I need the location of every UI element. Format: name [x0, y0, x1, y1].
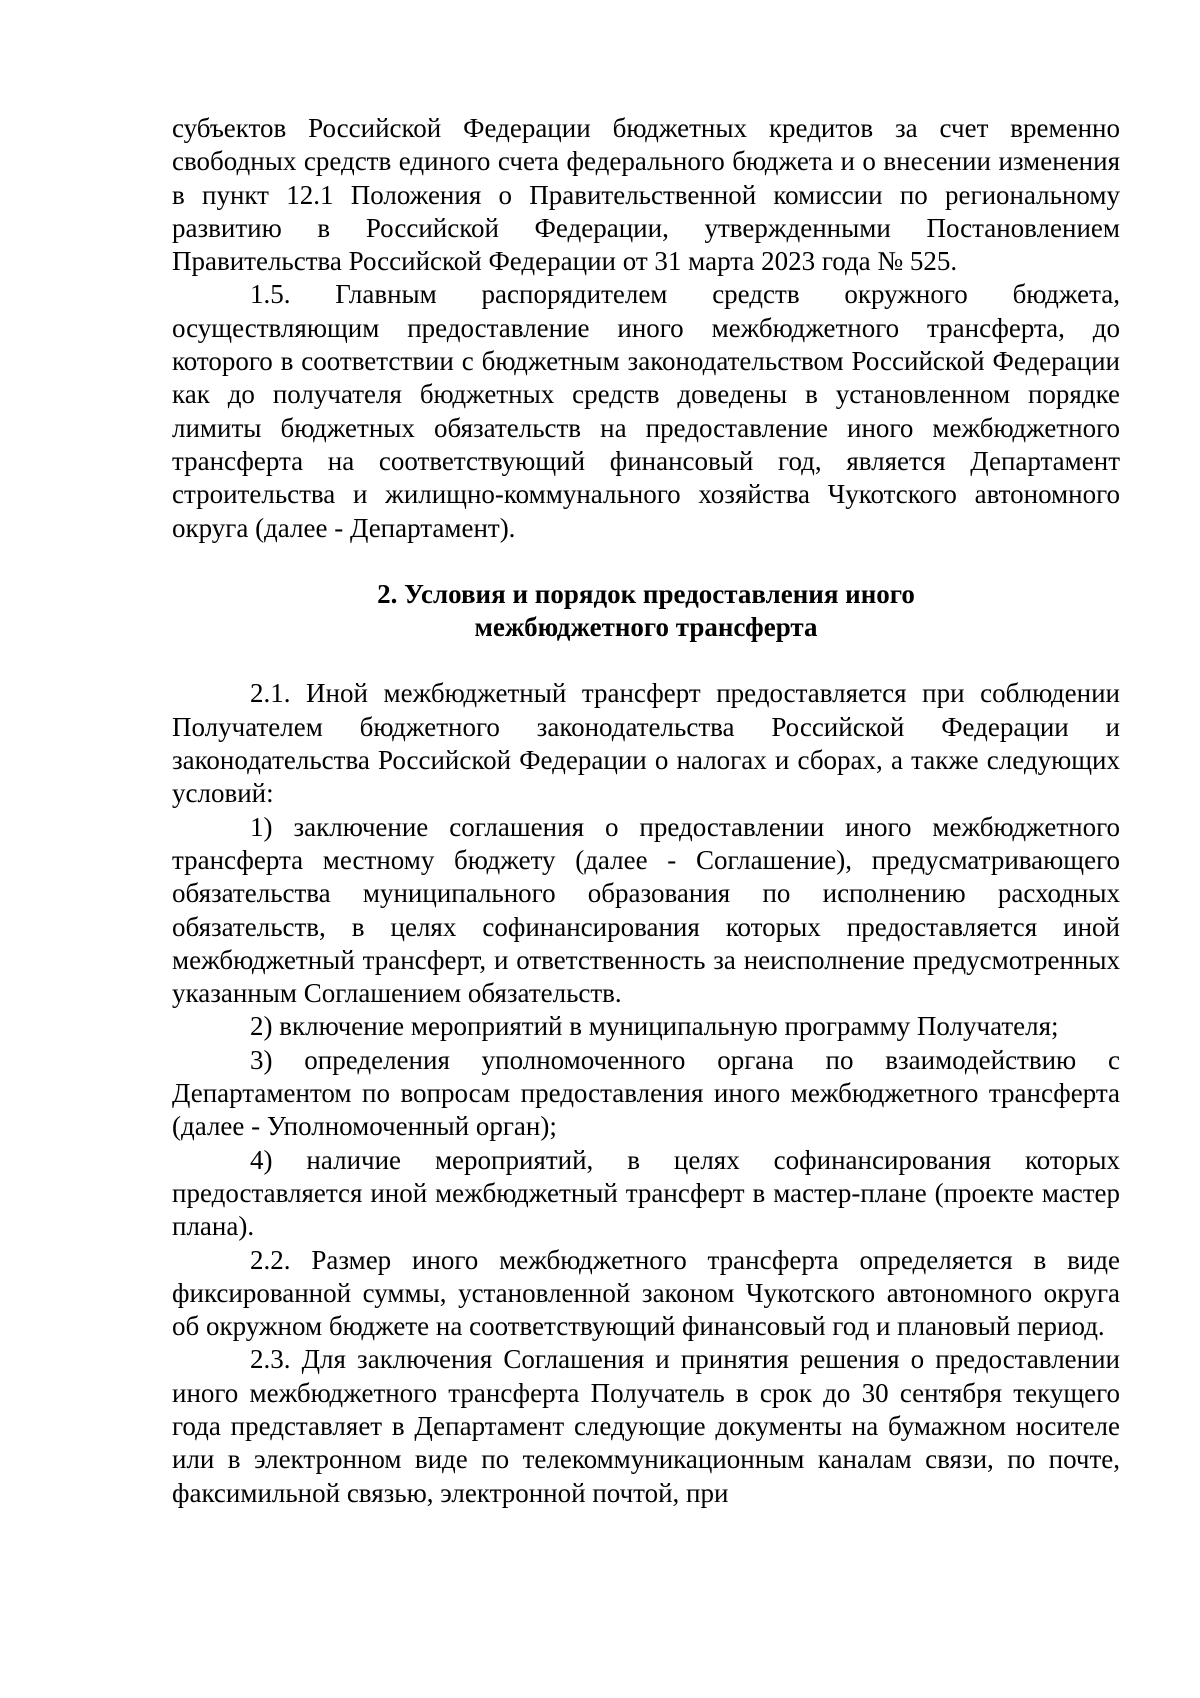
document-page [172, 112, 1120, 1510]
section-2-heading-line1: 2. Условия и порядок предоставления иного [377, 578, 915, 609]
list-item-3: 3) определения уполномоченного органа по взаимодействию с Департаментом по вопросам предоставления иного межбюджетного трансферта (далее - Уполномоченный орган); [172, 1044, 1120, 1142]
paragraph-1-5: 1.5. Главным распорядителем средств окружного бюджета, осуществляющим предоставление иного межбюджетного трансферта, до которого в соответствии с бюджетным законодательством Российской Федерации как до получателя бюджетных средств доведены в установленном порядке лимиты бюджетных обязательств на предоставление иного межбюджетного трансферта на соответствующий финансовый год, является Департамент строительства и жилищно-коммунального хозяйства Чукотского автономного округа (далее - Департамент). [172, 279, 1120, 543]
paragraph-2-1: 2.1. Иной межбюджетный трансферт предоставляется при соблюдении Получателем бюджетного законодательства Российской Федерации и законодательства Российской Федерации о налогах и сборах, а также следующих условий: [172, 678, 1120, 809]
section-2-heading [172, 578, 1120, 645]
list-item-4: 4) наличие мероприятий, в целях софинансирования которых предоставляется иной межбюджетный трансферт в мастер-плане (проекте мастер плана). [172, 1144, 1120, 1242]
paragraph-2-3: 2.3. Для заключения Соглашения и принятия решения о предоставлении иного межбюджетного трансферта Получатель в срок до 30 сентября текущего года представляет в Департамент следующие документы на бумажном носителе или в электронном виде по телекоммуникационным каналам связи, по почте, факсимильной связью, электронной почтой, при [172, 1344, 1120, 1508]
paragraph-2-2: 2.2. Размер иного межбюджетного трансферта определяется в виде фиксированной суммы, установленной законом Чукотского автономного округа об окружном бюджете на соответствующий финансовый год и плановый период. [172, 1244, 1120, 1342]
section-2-heading-line2: межбюджетного трансферта [474, 612, 818, 643]
list-item-1: 1) заключение соглашения о предоставлении иного межбюджетного трансферта местному бюджету (далее - Соглашение), предусматривающего обязательства муниципального образования по исполнению расходных обязательств, в целях софинансирования которых предоставляется иной межбюджетный трансферт, и ответственность за неисполнение предусмотренных указанным Соглашением обязательств. [172, 811, 1120, 1009]
list-item-2: 2) включение мероприятий в муниципальную программу Получателя; [250, 1011, 1059, 1042]
intro-paragraph: субъектов Российской Федерации бюджетных кредитов за счет временно свободных средств единого счета федерального бюджета и о внесении изменения в пункт 12.1 Положения о Правительственной комиссии по региональному развитию в Российской Федерации, утвержденными Постановлением Правительства Российской Федерации от 31 марта 2023 года № 525. [172, 113, 1120, 277]
